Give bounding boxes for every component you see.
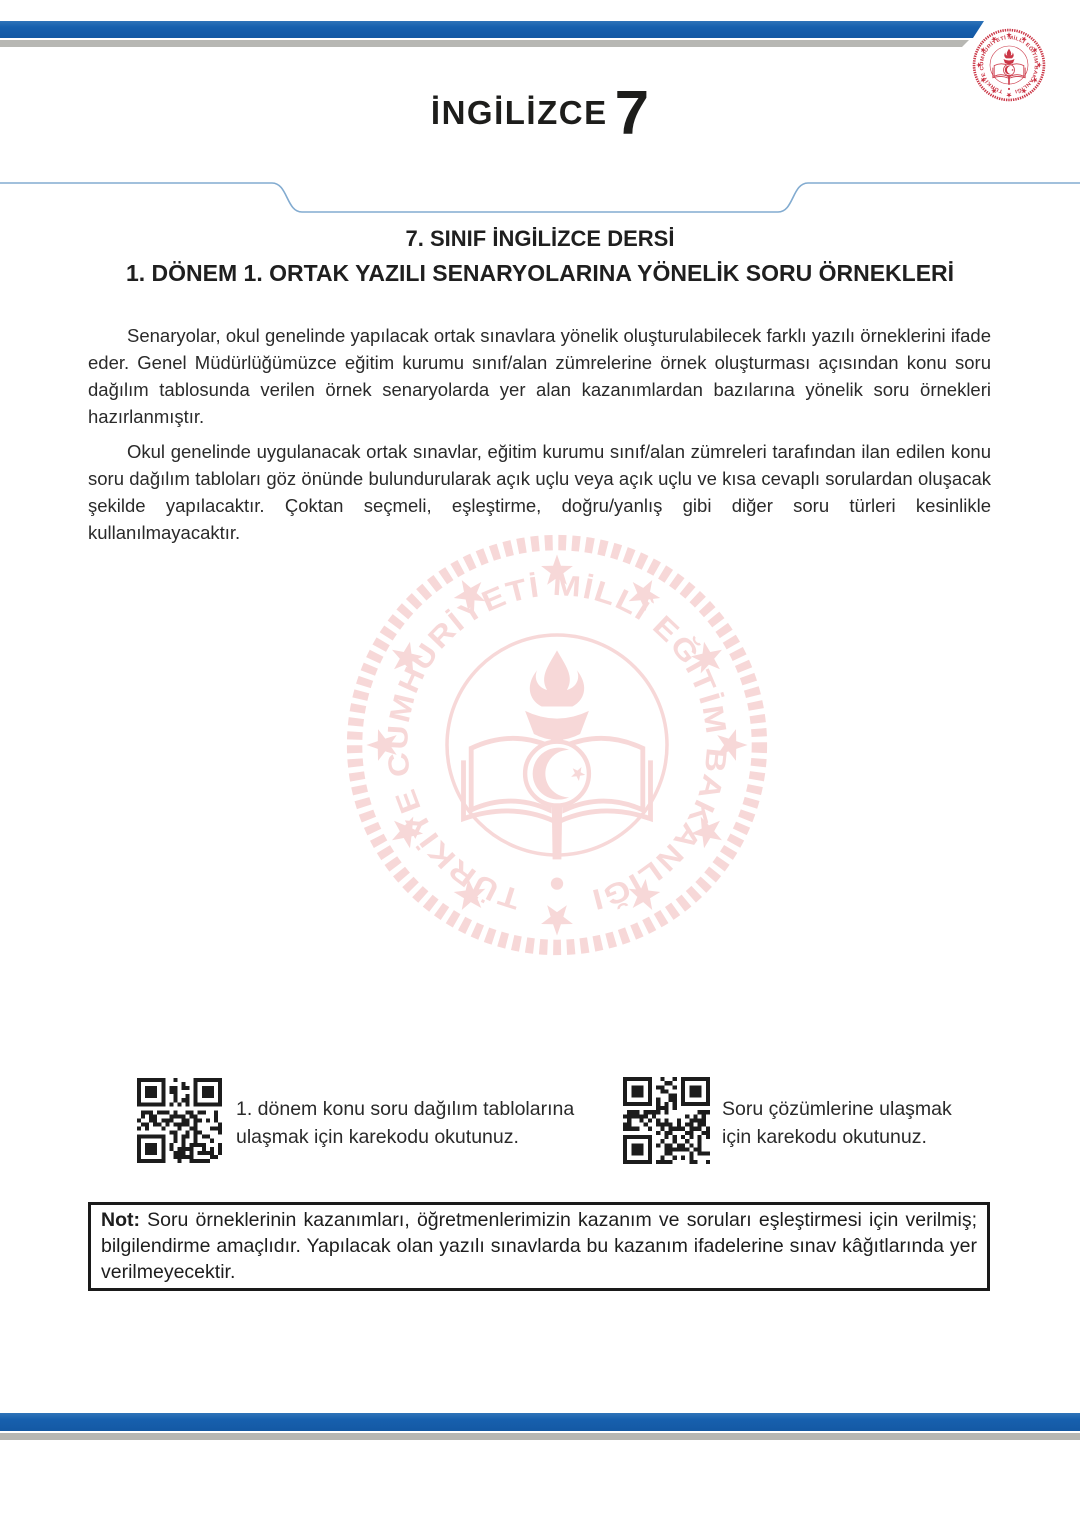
meb-emblem-watermark bbox=[337, 525, 777, 965]
qr-code-solutions bbox=[623, 1077, 710, 1164]
bottom-gray-bar bbox=[0, 1433, 1080, 1440]
bottom-blue-bar bbox=[0, 1413, 1080, 1431]
section-divider bbox=[0, 175, 1080, 220]
note-label: Not: bbox=[101, 1209, 140, 1231]
course-title-text: İNGİLİZCE bbox=[430, 94, 608, 131]
qr-code-topic-tables bbox=[137, 1078, 222, 1163]
intro-text bbox=[88, 322, 991, 554]
course-grade-number: 7 bbox=[614, 79, 650, 148]
top-gray-bar bbox=[0, 40, 1080, 47]
course-title bbox=[0, 68, 1080, 148]
intro-paragraph-2: Okul genelinde uygulanacak ortak sınavlar, eğitim kurumu sınıf/alan zümreleri tarafından ilan edilen konu soru dağılım tabloları göz önünde bulundurularak açık uçlu veya açık uçlu ve kısa cevaplı sorulardan oluşacak şekilde yapılacaktır. Çoktan seçmeli, eşleştirme, doğru/yanlış gibi diğer soru türleri kesinlikle kullanılmayacaktır. bbox=[88, 441, 991, 543]
heading-exam-line: 1. DÖNEM 1. ORTAK YAZILI SENARYOLARINA YÖNELİK SORU ÖRNEKLERİ bbox=[125, 260, 955, 286]
heading-course-line: 7. SINIF İNGİLİZCE DERSİ bbox=[405, 226, 675, 251]
note-text: Soru örneklerinin kazanımları, öğretmenlerimizin kazanım ve soruları eşleştirmesi için verilmiş; bilgilendirme amaçlıdır. Yapılacak olan yazılı sınavlarda bu kazanım ifadelerine sınav kâğıtlarında yer verilmeyecektir. bbox=[101, 1209, 977, 1283]
page-headings bbox=[0, 226, 1080, 286]
qr-caption-topic-tables: 1. dönem konu soru dağılım tablolarına ulaşmak için karekodu okutunuz. bbox=[236, 1098, 575, 1148]
top-blue-bar bbox=[0, 21, 1080, 38]
note-box bbox=[88, 1202, 990, 1291]
qr-caption-solutions: Soru çözümlerine ulaşmak için karekodu okutunuz. bbox=[722, 1098, 952, 1148]
intro-paragraph-1: Senaryolar, okul genelinde yapılacak ortak sınavlara yönelik oluşturulabilecek farklı yazılı örneklerini ifade eder. Genel Müdürlüğümüzce eğitim kurumu sınıf/alan zümrelerine örnek oluşturması açısından konu soru dağılım tablosunda verilen örnek senaryolarda yer alan kazanımlardan bazılarına yönelik soru örnekleri hazırlanmıştır. bbox=[88, 325, 991, 427]
